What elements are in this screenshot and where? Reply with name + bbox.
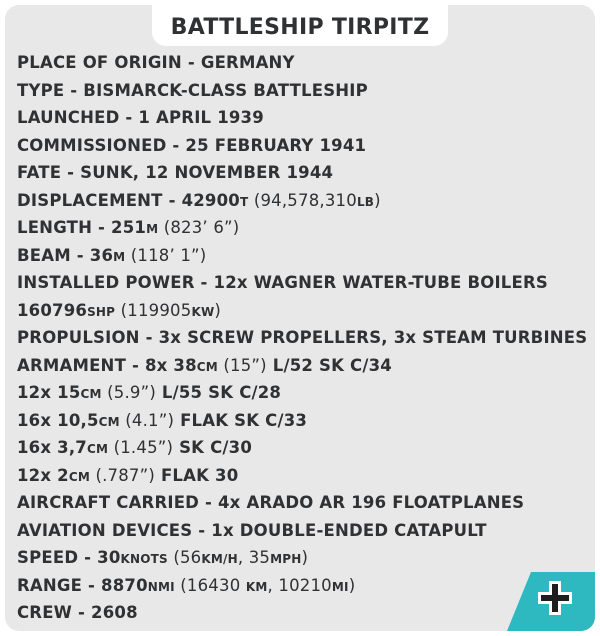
spec-length-label: LENGTH - 251 [17, 218, 147, 237]
armament-pre: 16x 3,7 [17, 438, 87, 457]
spec-beam-label: BEAM - 36 [17, 245, 114, 265]
spec-speed-close: ) [301, 548, 309, 567]
armament-post: FLAK 30 [155, 465, 239, 485]
spec-armament-line [17, 352, 587, 380]
armament-unit: CM [98, 414, 120, 429]
balkenkreuz-icon [537, 580, 573, 616]
armament-post: FLAK SK C/33 [174, 410, 308, 430]
armament-pre: ARMAMENT - 8x 38 [17, 355, 197, 375]
spec-range-unit2: KM [245, 579, 268, 594]
spec-speed-mid: , 35 [237, 548, 271, 567]
spec-origin: PLACE OF ORIGIN - GERMANY [17, 53, 295, 72]
spec-propulsion: PROPULSION - 3x SCREW PROPELLERS, 3x STEAM TURBINES [17, 328, 588, 347]
spec-speed-paren: (56 [167, 548, 202, 567]
spec-displacement-unit: T [239, 194, 249, 209]
armament-paren: (15”) [217, 355, 267, 375]
spec-speed-unit3: MPH [270, 552, 302, 566]
spec-aviation: AVIATION DEVICES - 1x DOUBLE-ENDED CATAPULT [17, 520, 487, 540]
spec-length-paren: (823’ 6”) [158, 218, 240, 237]
spec-commissioned: COMMISSIONED - 25 FEBRUARY 1941 [17, 135, 367, 155]
spec-displacement-close: ) [374, 190, 381, 210]
spec-range-label: RANGE - 8870 [17, 575, 148, 595]
spec-beam-paren: (118’ 1”) [125, 245, 207, 265]
spec-speed-unit: KNOTS [120, 552, 168, 566]
armament-paren: (4.1”) [119, 410, 175, 430]
spec-displacement-label: DISPLACEMENT - 42900 [17, 190, 240, 210]
spec-installed-power: INSTALLED POWER - 12x WAGNER WATER-TUBE BOILERS [17, 273, 548, 292]
spec-armament-line [17, 462, 587, 490]
spec-armament-line [17, 434, 587, 462]
spec-beam-unit: M [113, 249, 126, 264]
spec-displacement-paren: (94,578,310 [248, 190, 357, 210]
spec-range-close: ) [348, 575, 356, 595]
spec-speed [17, 544, 587, 572]
armament-unit: CM [196, 359, 218, 374]
spec-launched: LAUNCHED - 1 APRIL 1939 [17, 108, 264, 127]
spec-power-value: 160796 [17, 300, 88, 320]
armament-post: L/52 SK C/34 [266, 355, 392, 375]
spec-type: TYPE - BISMARCK-CLASS BATTLESHIP [17, 80, 368, 100]
armament-unit: CM [86, 442, 109, 456]
armament-paren: (.787”) [90, 465, 156, 485]
spec-length [17, 214, 587, 242]
spec-power-output [17, 297, 587, 325]
armament-unit: CM [80, 387, 102, 401]
spec-aircraft: AIRCRAFT CARRIED - 4x ARADO AR 196 FLOATPLANES [17, 493, 525, 512]
armament-unit: CM [68, 469, 90, 484]
spec-power-unit: SHP [87, 304, 116, 319]
spec-list [17, 49, 587, 627]
spec-speed-label: SPEED - 30 [17, 548, 121, 567]
spec-displacement [17, 187, 587, 215]
spec-card [5, 5, 595, 631]
spec-armament-line [17, 379, 587, 407]
spec-length-unit: M [146, 222, 159, 236]
spec-range-mid: , 10210 [267, 575, 332, 595]
page-title: BATTLESHIP TIRPITZ [152, 5, 448, 46]
armament-paren: (1.45”) [108, 438, 174, 457]
armament-pre: 12x 15 [17, 383, 81, 402]
spec-beam [17, 242, 587, 270]
armament-post: SK C/30 [173, 438, 253, 457]
spec-range-paren: (16430 [174, 575, 246, 595]
armament-paren: (5.9”) [101, 383, 156, 402]
armament-pre: 12x 2 [17, 465, 69, 485]
spec-speed-unit2: KM/H [201, 552, 238, 566]
spec-displacement-unit2: LB [356, 194, 375, 209]
spec-range-unit: NMI [147, 579, 175, 594]
spec-armament-line [17, 407, 587, 435]
spec-range-unit3: MI [331, 579, 349, 594]
spec-power-paren: (119905 [115, 300, 192, 320]
spec-power-close: ) [214, 300, 222, 320]
spec-crew: CREW - 2608 [17, 603, 138, 622]
spec-range [17, 572, 587, 600]
spec-power-unit2: KW [191, 304, 215, 319]
spec-fate: FATE - SUNK, 12 NOVEMBER 1944 [17, 163, 334, 182]
armament-post: L/55 SK C/28 [155, 383, 282, 402]
armament-pre: 16x 10,5 [17, 410, 99, 430]
